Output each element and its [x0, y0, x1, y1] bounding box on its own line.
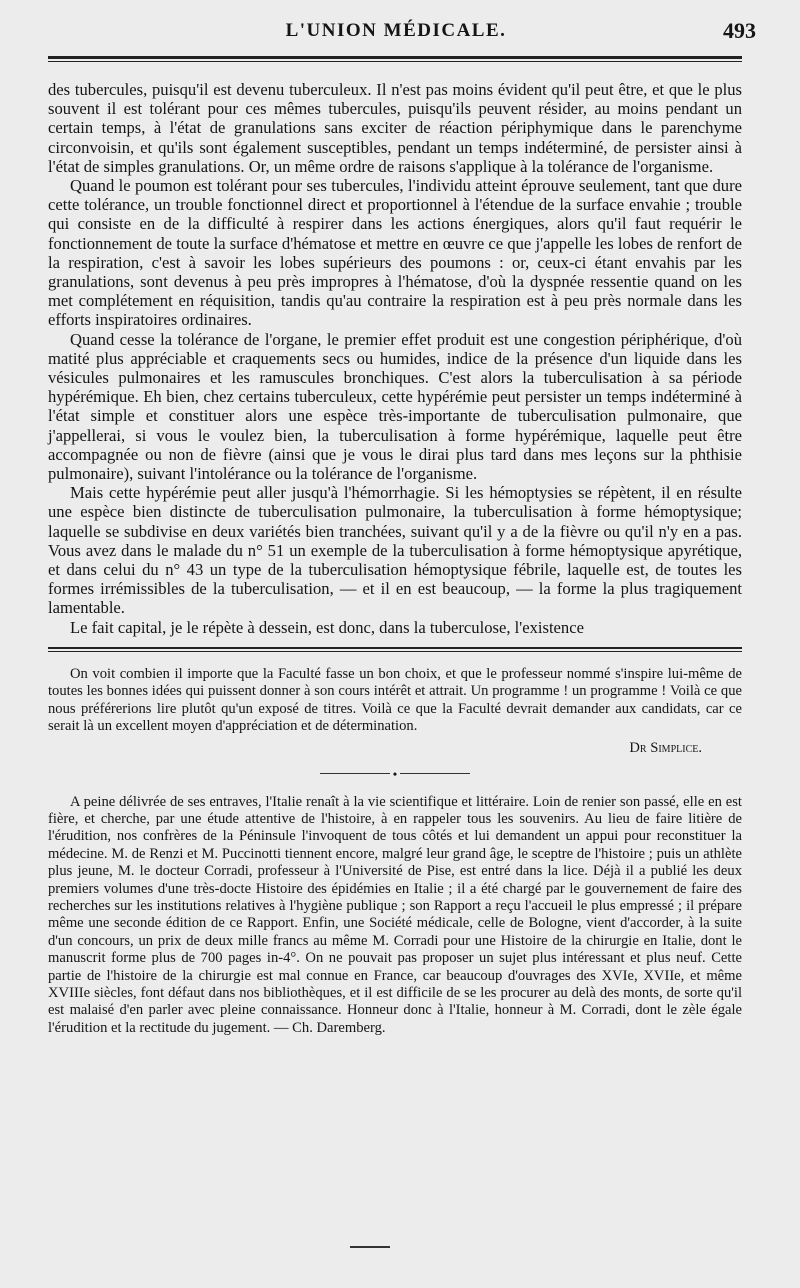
feuilleton-paragraph: On voit combien il importe que la Faculté fasse un bon choix, et que le professeur nommé s'inspire lui-même de toutes les bonnes idées qui puissent donner à son cours intérêt et attrait. Un programme ! un programme ! Voilà ce que nous préférerions lire plutôt qu'un exposé de titres. Voilà ce que la Faculté devrait demander aux candidats, car ce serait là un excellent moyen d'appréciation et de détermination. [48, 665, 742, 735]
footer-rule [350, 1246, 390, 1248]
paragraph: Le fait capital, je le répète à dessein, est donc, dans la tuberculose, l'existence [70, 617, 584, 637]
separator [48, 767, 742, 782]
paragraph: Mais cette hypérémie peut aller jusqu'à l'hémorrhagie. Si les hémoptysies se répètent, il en résulte une espèce bien distincte de tuberculisation pulmonaire, la tuberculisation à forme hémoptysique; laquelle se subdivise en deux variétés bien tranchées, suivant qu'il y a de la fièvre ou qu'il n'y en a pas. Vous avez dans le malade du n° 51 un exemple de la tuberculisation à forme hémoptysique apyrétique, et dans celui du n° 43 un type de la tuberculisation hémoptysique fébrile, laquelle est, de toutes les formes irrémissibles de la tuberculisation, — et il en est beaucoup, — la forme la plus tragiquement lamentable. [48, 483, 742, 618]
feuilleton-paragraph: A peine délivrée de ses entraves, l'Italie renaît à la vie scientifique et littéraire. Loin de renier son passé, elle en est fière, et cherche, par une étude attentive de l'histoire, à en rappeler tous les souvenirs. Au lieu de faire litière de l'érudition, nos confrères de la Péninsule l'invoquent de tous côtés et lui demandent un appui pour reconstituer la médecine. M. de Renzi et M. Puccinotti tiennent encore, malgré leur grand âge, le sceptre de l'histoire ; puis un athlète plus jeune, M. le docteur Corradi, professeur à l'Université de Pise, est entré dans la lice. Déjà il a publié les deux premiers volumes d'une très-docte Histoire des épidémies en Italie ; il a été chargé par le gouvernement de faire des recherches sur les institutions relatives à l'hygiène publique ; son Rapport a reçu l'accueil le plus empressé ; il prépare même une seconde édition de ce Rapport. Enfin, une Société médicale, celle de Bologne, vient d'accorder, à la suite d'un concours, un prix de deux mille francs au même M. Corradi pour une Histoire de la chirurgie en Italie, dont le manuscrit forme plus de 700 pages in-4°. On ne pouvait pas proposer un sujet plus intéressant et plus neuf. Cette partie de l'histoire de la chirurgie est mal connue en France, car beaucoup d'ouvrages des XVIe, XVIIe, et même XVIIIe siècles, font défaut dans nos bibliothèques, et il est difficile de se les procurer au delà des monts, de sorte qu'il est malaisé d'en parler avec pleine connaissance. Honneur donc à l'Italie, honneur à M. Corradi, dont le zèle égale l'érudition et la rectitude du jugement. — Ch. Daremberg. [48, 793, 742, 1036]
page-number: 493 [723, 18, 756, 43]
separator-rule-right [400, 773, 470, 774]
separator-mark: • [392, 766, 398, 781]
paragraph: des tubercules, puisqu'il est devenu tuberculeux. Il n'est pas moins évident qu'il peut être, et que le plus souvent il est tolérant pour ces mêmes tubercules, puisqu'ils peuvent résider, au moins pendant un certain temps, à l'état de granulations sans exciter de réaction périphymique dans le parenchyme circonvoisin, et qu'ils sont également susceptibles, pendant un temps indéterminé, de persister ainsi à l'état de simples granulations. Or, un même ordre de raisons s'applique à la tolérance de l'organisme. [48, 80, 742, 176]
header-rule [48, 56, 742, 62]
page-header [50, 0, 756, 43]
feuilleton-rule [48, 647, 742, 652]
paragraph: Quand cesse la tolérance de l'organe, le premier effet produit est une congestion périphérique, d'où matité plus appréciable et craquements secs ou humides, indice de la présence d'un liquide dans les vésicules pulmonaires et les ramuscules bronchiques. C'est alors la tuberculisation à sa période hypérémique. Eh bien, chez certains tuberculeux, cette hypérémie peut persister un temps indéterminé à l'état simple et constituer alors une espèce très-importante de tuberculisation pulmonaire, que j'appellerai, si vous le voulez bien, la tuberculisation à forme hypérémique, laquelle peut être accompagnée ou non de fièvre (ainsi que je vous le dirai plus tard dans mes leçons sur la phthisie pulmonaire), suivant l'intolérance ou la tolérance de l'organisme. [48, 329, 742, 484]
journal-title: L'UNION MÉDICALE. [285, 20, 507, 41]
main-text [48, 80, 742, 637]
feuilleton [48, 666, 742, 1037]
signature: Dr Simplice. [629, 739, 702, 756]
separator-rule-left [320, 773, 390, 774]
paragraph: Quand le poumon est tolérant pour ses tubercules, l'individu atteint éprouve seulement, tant que dure cette tolérance, un trouble fonctionnel direct et proportionnel à l'étendue de la surface envahie ; trouble qui consiste en de la difficulté à respirer dans les actions énergiques, alors qu'il faut requérir le fonctionnement de toute la surface d'hématose et mettre en œuvre ce que j'appelle les lobes de renfort de la respiration, c'est à savoir les lobes supérieurs des poumons : or, ceux-ci étant envahis par les granulations, sont devenus à peu près impropres à l'hématose, d'où la dyspnée ressentie quand on les met complétement en réquisition, tandis qu'au contraire la respiration est à peu près normale dans les efforts inspiratoires ordinaires. [48, 176, 742, 330]
